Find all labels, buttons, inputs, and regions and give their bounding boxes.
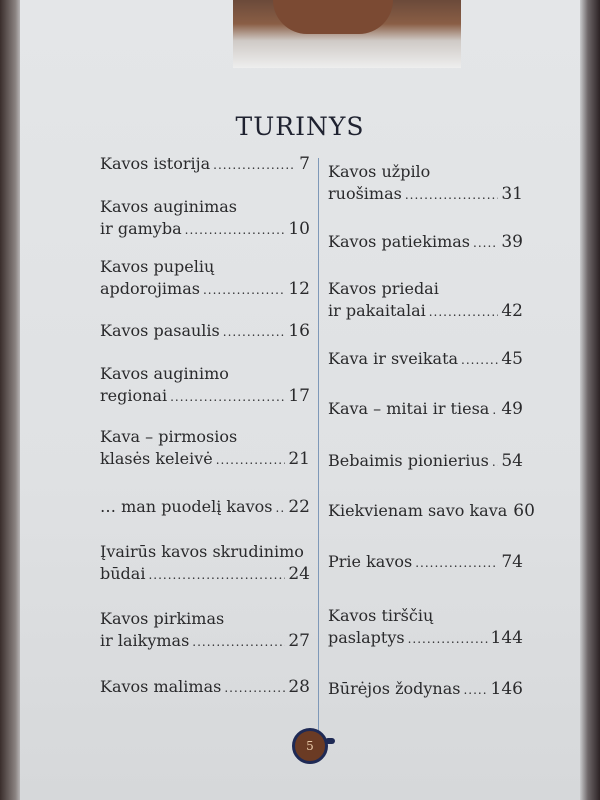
cup-handle-icon xyxy=(325,738,335,744)
toc-entry-title: Kavos pirkimas xyxy=(100,609,225,628)
toc-entry-line xyxy=(328,500,535,523)
toc-entry xyxy=(328,161,523,206)
toc-entry-title: ir pakaitalai xyxy=(328,301,426,320)
toc-entry-line xyxy=(100,676,310,699)
dot-leader xyxy=(405,184,499,206)
toc-entry xyxy=(100,196,310,241)
toc-entry-line xyxy=(100,608,310,630)
toc-entry-title: Kavos užpilo xyxy=(328,162,431,181)
toc-entry-line xyxy=(328,627,523,650)
dot-leader xyxy=(216,449,286,471)
dot-leader xyxy=(203,279,285,301)
toc-page-number: 45 xyxy=(501,349,523,369)
toc-entry xyxy=(100,320,310,343)
coffee-cup-image xyxy=(273,0,393,34)
toc-entry xyxy=(100,608,310,653)
toc-entry-title: Kavos istorija xyxy=(100,154,211,173)
toc-entry-title: Kavos priedai xyxy=(328,279,439,298)
dot-leader xyxy=(492,399,498,421)
toc-entry-line xyxy=(100,363,310,385)
toc-page-number: 39 xyxy=(501,232,523,252)
toc-entry-title: ruošimas xyxy=(328,184,402,203)
dot-leader xyxy=(463,679,487,701)
toc-entry-title: klasės keleivė xyxy=(100,449,213,468)
dot-leader xyxy=(492,451,498,473)
toc-entry-line xyxy=(328,348,523,371)
toc-entry xyxy=(328,231,523,254)
dot-leader xyxy=(170,386,285,408)
toc-entry-title: Kavos patiekimas xyxy=(328,232,470,251)
toc-page-number: 10 xyxy=(288,219,310,239)
toc-page-number: 49 xyxy=(501,399,523,419)
toc-entry-title: Kavos pupelių xyxy=(100,257,215,276)
toc-entry-title: Kava – pirmosios xyxy=(100,427,238,446)
coffee-photo xyxy=(233,0,461,68)
toc-entry-title: ir gamyba xyxy=(100,219,182,238)
toc-entry-line xyxy=(100,630,310,653)
column-divider xyxy=(318,158,319,736)
toc-entry-title: Prie kavos xyxy=(328,552,413,571)
toc-entry xyxy=(328,551,523,574)
dot-leader xyxy=(185,219,286,241)
toc-entry-line xyxy=(328,300,523,323)
toc-entry xyxy=(100,153,310,176)
toc-entry xyxy=(100,363,310,408)
toc-entry xyxy=(328,348,523,371)
toc-entry-line xyxy=(100,448,310,471)
toc-page-number: 22 xyxy=(288,497,310,517)
toc-entry-line xyxy=(100,426,310,448)
dot-leader xyxy=(429,301,499,323)
toc-page-number: 27 xyxy=(288,631,310,651)
toc-entry-title: Kavos tirščių xyxy=(328,606,434,625)
toc-entry xyxy=(100,541,310,586)
toc-entry-line xyxy=(100,541,310,563)
dot-leader xyxy=(276,497,286,519)
toc-page-number: 31 xyxy=(501,184,523,204)
toc-entry-line xyxy=(100,320,310,343)
toc-entry-line xyxy=(328,450,523,473)
toc-entry xyxy=(328,450,523,473)
toc-page-number: 54 xyxy=(501,451,523,471)
toc-entry-line xyxy=(328,161,523,183)
toc-entry-line xyxy=(100,278,310,301)
toc-page-number: 12 xyxy=(288,279,310,299)
toc-entry-title: Įvairūs kavos skrudinimo xyxy=(100,542,304,561)
dot-leader xyxy=(415,552,498,574)
toc-page-number: 16 xyxy=(288,321,310,341)
dot-leader xyxy=(461,349,498,371)
toc-entry-title: ir laikymas xyxy=(100,631,190,650)
toc-page-number: 28 xyxy=(288,677,310,697)
dot-leader xyxy=(148,564,285,586)
toc-entry-line xyxy=(100,256,310,278)
toc-page-number: 144 xyxy=(490,628,523,648)
dot-leader xyxy=(213,154,296,176)
toc-entry-line xyxy=(328,278,523,300)
toc-entry-title: Kava ir sveikata xyxy=(328,349,459,368)
dot-leader xyxy=(192,631,285,653)
toc-entry xyxy=(328,605,523,650)
dot-leader xyxy=(223,321,286,343)
toc-entry-line xyxy=(328,231,523,254)
toc-entry xyxy=(328,678,523,701)
toc-page-number: 42 xyxy=(501,301,523,321)
toc-entry-line xyxy=(100,385,310,408)
toc-page-number: 24 xyxy=(288,564,310,584)
toc-page-number: 21 xyxy=(288,449,310,469)
toc-page-number: 17 xyxy=(288,386,310,406)
toc-entry-title: regionai xyxy=(100,386,168,405)
toc-entry xyxy=(100,426,310,471)
toc-entry-title: … man puodelį kavos xyxy=(100,497,273,516)
toc-page-number: 60 xyxy=(513,501,535,521)
toc-entry xyxy=(100,256,310,301)
dot-leader xyxy=(473,232,498,254)
toc-entry xyxy=(328,398,523,421)
toc-entry-line xyxy=(100,496,310,519)
toc-entry xyxy=(100,676,310,699)
toc-entry-title: Kavos auginimo xyxy=(100,364,229,383)
toc-page-number: 74 xyxy=(501,552,523,572)
toc-entry-line xyxy=(100,153,310,176)
toc-entry-line xyxy=(328,398,523,421)
toc-entry-title: Kavos pasaulis xyxy=(100,321,220,340)
toc-entry-title: Kiekvienam savo kava xyxy=(328,501,508,520)
toc-entry xyxy=(328,278,523,323)
toc-entry-title: Bebaimis pionierius xyxy=(328,451,489,470)
toc-entry-line xyxy=(328,551,523,574)
toc-entry-title: Kava – mitai ir tiesa xyxy=(328,399,490,418)
toc-entry-line xyxy=(100,563,310,586)
toc-entry-line xyxy=(100,196,310,218)
toc-entry xyxy=(100,496,310,519)
toc-entry-line xyxy=(100,218,310,241)
toc-entry-title: Kavos malimas xyxy=(100,677,222,696)
toc-page-number: 146 xyxy=(490,679,523,699)
page-title: TURINYS xyxy=(235,112,365,141)
toc-entry-title: Kavos auginimas xyxy=(100,197,238,216)
toc-entry-title: Būrėjos žodynas xyxy=(328,679,461,698)
toc-entry-title: paslaptys xyxy=(328,628,405,647)
toc-entry xyxy=(328,500,535,523)
toc-entry-title: būdai xyxy=(100,564,146,583)
dot-leader xyxy=(224,677,285,699)
toc-entry-line xyxy=(328,183,523,206)
page-number-badge: 5 xyxy=(292,728,328,764)
toc-entry-title: apdorojimas xyxy=(100,279,200,298)
dot-leader xyxy=(408,628,488,650)
toc-page-number: 7 xyxy=(299,154,310,174)
toc-entry-line xyxy=(328,678,523,701)
toc-entry-line xyxy=(328,605,523,627)
